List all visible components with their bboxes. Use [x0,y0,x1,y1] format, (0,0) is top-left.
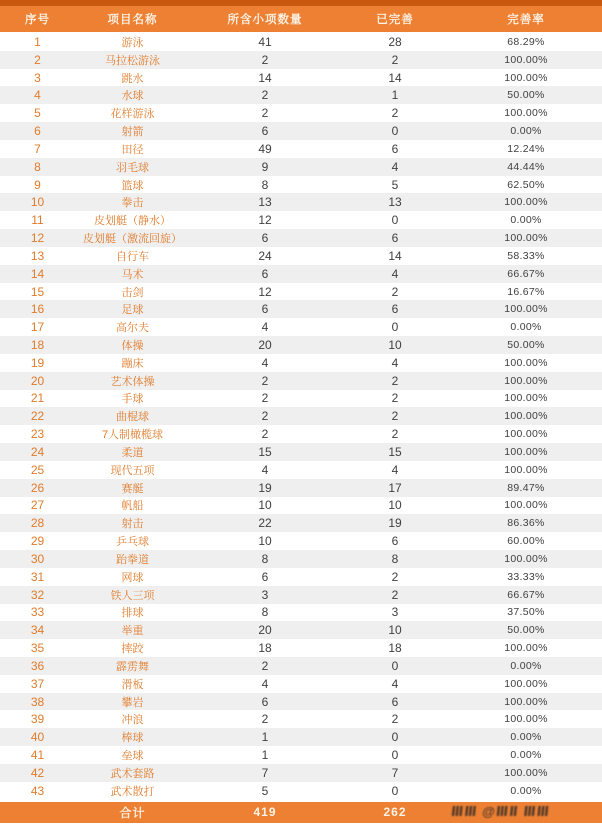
cell-completion-rate: 68.29% [507,35,545,48]
cell-total-items: 8 [261,177,269,192]
cell-total-items: 9 [261,159,269,174]
cell-total-items: 49 [258,141,272,156]
table-row [0,728,602,746]
cell-project-name: 攀岩 [121,696,144,709]
cell-completed: 2 [391,427,399,442]
cell-completed: 14 [388,248,402,263]
cell-serial: 36 [30,658,45,673]
cell-completion-rate: 100.00% [504,766,548,779]
cell-project-name: 蹦床 [121,357,144,370]
cell-completed: 0 [391,783,399,798]
table-row [0,568,602,586]
table-row [0,497,602,515]
cell-serial: 11 [31,213,44,228]
cell-completed: 6 [391,302,399,317]
table-row [0,51,602,69]
cell-total-items: 2 [261,88,269,103]
cell-total-items: 10 [258,534,272,549]
cell-completed: 8 [391,551,399,566]
cell-project-name: 帆船 [121,500,144,513]
cell-completion-rate: 0.00% [510,321,542,334]
table-row [0,318,602,336]
cell-total-items: 15 [258,444,272,459]
cell-completion-rate: 100.00% [504,552,548,565]
cell-project-name: 高尔夫 [116,322,149,335]
cell-completion-rate: 100.00% [504,71,548,84]
cell-completion-rate: 100.00% [504,107,548,120]
cell-completion-rate: 100.00% [504,463,548,476]
cell-total-items: 4 [261,676,269,691]
table-row [0,461,602,479]
cell-total-items: 8 [261,551,269,566]
cell-serial: 34 [30,623,45,638]
cell-serial: 42 [30,765,45,780]
cell-total-items: 6 [261,231,269,246]
cell-total-items: 12 [258,213,272,228]
table-row [0,372,602,390]
cell-serial: 33 [30,605,45,620]
cell-completion-rate: 100.00% [504,374,548,387]
cell-serial: 27 [30,498,45,513]
cell-completion-rate: 62.50% [507,178,545,191]
cell-serial: 31 [30,569,45,584]
header-serial: 序号 [25,14,50,26]
cell-completed: 4 [391,676,399,691]
table-row [0,586,602,604]
cell-serial: 43 [30,783,45,798]
cell-completion-rate: 100.00% [504,695,548,708]
cell-serial: 2 [34,52,41,67]
cell-completed: 4 [391,355,399,370]
cell-serial: 13 [30,248,45,263]
cell-serial: 28 [30,516,45,531]
cell-project-name: 垒球 [121,750,144,763]
cell-completed: 10 [388,623,402,638]
table-row [0,693,602,711]
cell-total-items: 20 [258,623,272,638]
cell-project-name: 摔跤 [121,643,144,656]
cell-completed: 2 [391,712,399,727]
total-label: 合计 [119,805,146,820]
cell-project-name: 排球 [121,607,144,620]
header-project-name: 项目名称 [107,14,158,26]
table-row [0,710,602,728]
cell-serial: 18 [30,337,45,352]
table-row [0,86,602,104]
header-total-items: 所含小项数量 [227,14,303,26]
cell-completion-rate: 66.67% [507,588,545,601]
cell-project-name: 羽毛球 [116,161,149,174]
cell-total-items: 6 [261,302,269,317]
cell-completion-rate: 100.00% [504,410,548,423]
cell-total-items: 2 [261,427,269,442]
table-row [0,193,602,211]
cell-project-name: 花样游泳 [110,108,155,121]
cell-serial: 10 [30,195,45,210]
table-row [0,407,602,425]
cell-completion-rate: 100.00% [504,303,548,316]
cell-project-name: 武术散打 [110,785,155,798]
table-row [0,283,602,301]
cell-serial: 37 [30,676,45,691]
cell-project-name: 射箭 [121,126,144,139]
cell-completion-rate: 100.00% [504,713,548,726]
cell-serial: 17 [30,320,45,335]
cell-completed: 6 [391,534,399,549]
table-row [0,425,602,443]
cell-completion-rate: 0.00% [510,214,542,227]
cell-serial: 30 [30,551,45,566]
table-row [0,782,602,800]
cell-project-name: 跳水 [121,72,144,85]
cell-serial: 16 [30,302,45,317]
cell-completed: 2 [391,587,399,602]
table-row [0,229,602,247]
cell-total-items: 2 [261,373,269,388]
table-row [0,657,602,675]
cell-completion-rate: 58.33% [507,249,545,262]
cell-serial: 9 [34,177,41,192]
cell-completed: 14 [388,70,402,85]
cell-completion-rate: 50.00% [507,89,545,102]
cell-completion-rate: 16.67% [507,285,545,298]
cell-serial: 21 [30,391,45,406]
cell-completed: 0 [391,213,399,228]
cell-project-name: 霹雳舞 [116,660,149,673]
cell-completion-rate: 100.00% [504,499,548,512]
table-row [0,247,602,265]
cell-total-items: 2 [261,658,269,673]
cell-completion-rate: 100.00% [504,445,548,458]
cell-project-name: 击剑 [121,286,144,299]
cell-completed: 6 [391,231,399,246]
cell-total-items: 4 [261,462,269,477]
cell-completion-rate: 33.33% [507,570,545,583]
total-completed-sum: 262 [383,805,407,820]
cell-serial: 40 [30,730,45,745]
cell-serial: 38 [30,694,45,709]
cell-serial: 1 [34,34,41,49]
cell-project-name: 铁人三项 [110,589,155,602]
cell-serial: 39 [30,712,45,727]
cell-project-name: 现代五项 [110,464,155,477]
cell-completed: 4 [391,266,399,281]
cell-project-name: 射击 [121,518,144,531]
cell-total-items: 8 [261,605,269,620]
cell-serial: 35 [30,641,45,656]
cell-completed: 2 [391,284,399,299]
table-row [0,764,602,782]
cell-total-items: 5 [261,783,269,798]
cell-total-items: 7 [261,765,269,780]
cell-completed: 4 [391,159,399,174]
cell-completed: 6 [391,141,399,156]
cell-completed: 13 [388,195,402,210]
table-row [0,532,602,550]
cell-total-items: 22 [258,516,272,531]
cell-project-name: 7人制橄榄球 [101,429,164,442]
cell-project-name: 冲浪 [121,714,144,727]
cell-completion-rate: 12.24% [507,142,545,155]
table-row [0,354,602,372]
watermark: ⅢⅢ @ⅢⅡ ⅢⅢ [450,803,551,819]
cell-serial: 19 [30,355,45,370]
cell-serial: 8 [34,159,41,174]
table-row [0,639,602,657]
cell-total-items: 2 [261,712,269,727]
cell-completed: 0 [391,730,399,745]
cell-total-items: 6 [261,266,269,281]
cell-completion-rate: 100.00% [504,642,548,655]
table-row [0,300,602,318]
cell-project-name: 艺术体操 [110,375,155,388]
cell-completion-rate: 60.00% [507,535,545,548]
cell-project-name: 体操 [121,339,144,352]
total-row [0,802,602,823]
cell-serial: 12 [30,231,45,246]
cell-completed: 2 [391,391,399,406]
cell-project-name: 赛艇 [121,482,144,495]
cell-completed: 6 [391,694,399,709]
table-row [0,514,602,532]
table-row [0,69,602,87]
cell-project-name: 武术套路 [110,767,155,780]
cell-completion-rate: 0.00% [510,659,542,672]
cell-total-items: 4 [261,355,269,370]
cell-serial: 20 [30,373,45,388]
table-row [0,550,602,568]
cell-completion-rate: 89.47% [507,481,545,494]
cell-completion-rate: 50.00% [507,624,545,637]
cell-completion-rate: 37.50% [507,606,545,619]
cell-completed: 5 [391,177,399,192]
cell-total-items: 24 [258,248,272,263]
cell-completion-rate: 0.00% [510,125,542,138]
cell-project-name: 足球 [121,304,144,317]
cell-completed: 17 [388,480,402,495]
cell-completed: 0 [391,658,399,673]
cell-completion-rate: 100.00% [504,428,548,441]
table-row [0,265,602,283]
cell-total-items: 10 [258,498,272,513]
cell-total-items: 19 [258,480,272,495]
table-row [0,443,602,461]
cell-total-items: 18 [258,641,272,656]
cell-completed: 19 [388,516,402,531]
table-row [0,211,602,229]
header-completed: 已完善 [376,14,414,26]
cell-total-items: 20 [258,337,272,352]
cell-serial: 29 [30,534,45,549]
cell-total-items: 14 [258,70,272,85]
cell-serial: 23 [30,427,45,442]
cell-project-name: 柔道 [121,446,144,459]
table-row [0,158,602,176]
cell-completion-rate: 100.00% [504,232,548,245]
cell-project-name: 网球 [121,571,144,584]
cell-completion-rate: 66.67% [507,267,545,280]
cell-completion-rate: 100.00% [504,53,548,66]
cell-serial: 4 [34,88,41,103]
cell-completed: 2 [391,52,399,67]
cell-completed: 28 [388,34,402,49]
cell-project-name: 乒乓球 [116,536,149,549]
table-row [0,621,602,639]
cell-project-name: 跆拳道 [116,553,149,566]
cell-serial: 26 [30,480,45,495]
cell-completed: 10 [388,337,402,352]
cell-completed: 0 [391,320,399,335]
cell-serial: 7 [34,141,41,156]
cell-completion-rate: 86.36% [507,517,545,530]
cell-total-items: 2 [261,391,269,406]
cell-completion-rate: 0.00% [510,749,542,762]
cell-project-name: 手球 [121,393,144,406]
cell-project-name: 拳击 [121,197,144,210]
cell-project-name: 棒球 [121,732,144,745]
cell-serial: 5 [34,106,41,121]
cell-serial: 3 [34,70,41,85]
cell-completed: 7 [391,765,399,780]
cell-project-name: 皮划艇（静水） [94,215,171,228]
table-body [0,33,602,800]
cell-total-items: 4 [261,320,269,335]
cell-total-items: 1 [261,748,269,763]
table-row [0,176,602,194]
cell-total-items: 6 [261,569,269,584]
cell-total-items: 6 [261,694,269,709]
cell-total-items: 2 [261,106,269,121]
cell-total-items: 13 [258,195,272,210]
cell-completed: 0 [391,748,399,763]
cell-completed: 2 [391,409,399,424]
total-items-sum: 419 [253,805,277,820]
cell-total-items: 2 [261,409,269,424]
cell-completed: 18 [388,641,402,656]
cell-completed: 2 [391,373,399,388]
cell-total-items: 41 [258,34,272,49]
cell-total-items: 12 [258,284,272,299]
cell-completed: 0 [391,124,399,139]
table-row [0,390,602,408]
table-row [0,604,602,622]
cell-serial: 14 [30,266,45,281]
cell-project-name: 自行车 [116,250,149,263]
cell-completed: 2 [391,569,399,584]
cell-completed: 10 [388,498,402,513]
cell-completed: 1 [391,88,399,103]
cell-total-items: 2 [261,52,269,67]
table-row [0,479,602,497]
table-row [0,140,602,158]
cell-completion-rate: 100.00% [504,677,548,690]
cell-completion-rate: 100.00% [504,392,548,405]
cell-project-name: 游泳 [121,36,144,49]
cell-total-items: 3 [261,587,269,602]
cell-serial: 24 [30,444,45,459]
cell-project-name: 水球 [121,90,144,103]
cell-project-name: 篮球 [121,179,144,192]
cell-serial: 22 [30,409,45,424]
cell-project-name: 曲棍球 [116,411,149,424]
cell-project-name: 马拉松游泳 [105,54,160,67]
table-row [0,33,602,51]
cell-completion-rate: 44.44% [507,160,545,173]
cell-project-name: 马术 [121,268,144,281]
cell-completion-rate: 100.00% [504,356,548,369]
cell-completed: 15 [388,444,402,459]
cell-completed: 4 [391,462,399,477]
cell-completed: 3 [391,605,399,620]
table-row [0,675,602,693]
table-row [0,336,602,354]
table-row [0,122,602,140]
cell-completion-rate: 0.00% [510,731,542,744]
cell-total-items: 6 [261,124,269,139]
cell-serial: 6 [34,124,41,139]
cell-project-name: 举重 [121,625,144,638]
cell-serial: 41 [30,748,45,763]
table-row [0,104,602,122]
header-completion-rate: 完善率 [507,14,545,26]
cell-completion-rate: 50.00% [507,338,545,351]
table-header-row [0,6,602,32]
table-row [0,746,602,764]
cell-project-name: 滑板 [121,678,144,691]
cell-project-name: 皮划艇（激流回旋） [83,233,182,246]
cell-serial: 15 [30,284,45,299]
cell-serial: 25 [30,462,45,477]
cell-completion-rate: 100.00% [504,196,548,209]
cell-total-items: 1 [261,730,269,745]
cell-serial: 32 [30,587,45,602]
cell-project-name: 田径 [121,143,144,156]
cell-completion-rate: 0.00% [510,784,542,797]
cell-completed: 2 [391,106,399,121]
